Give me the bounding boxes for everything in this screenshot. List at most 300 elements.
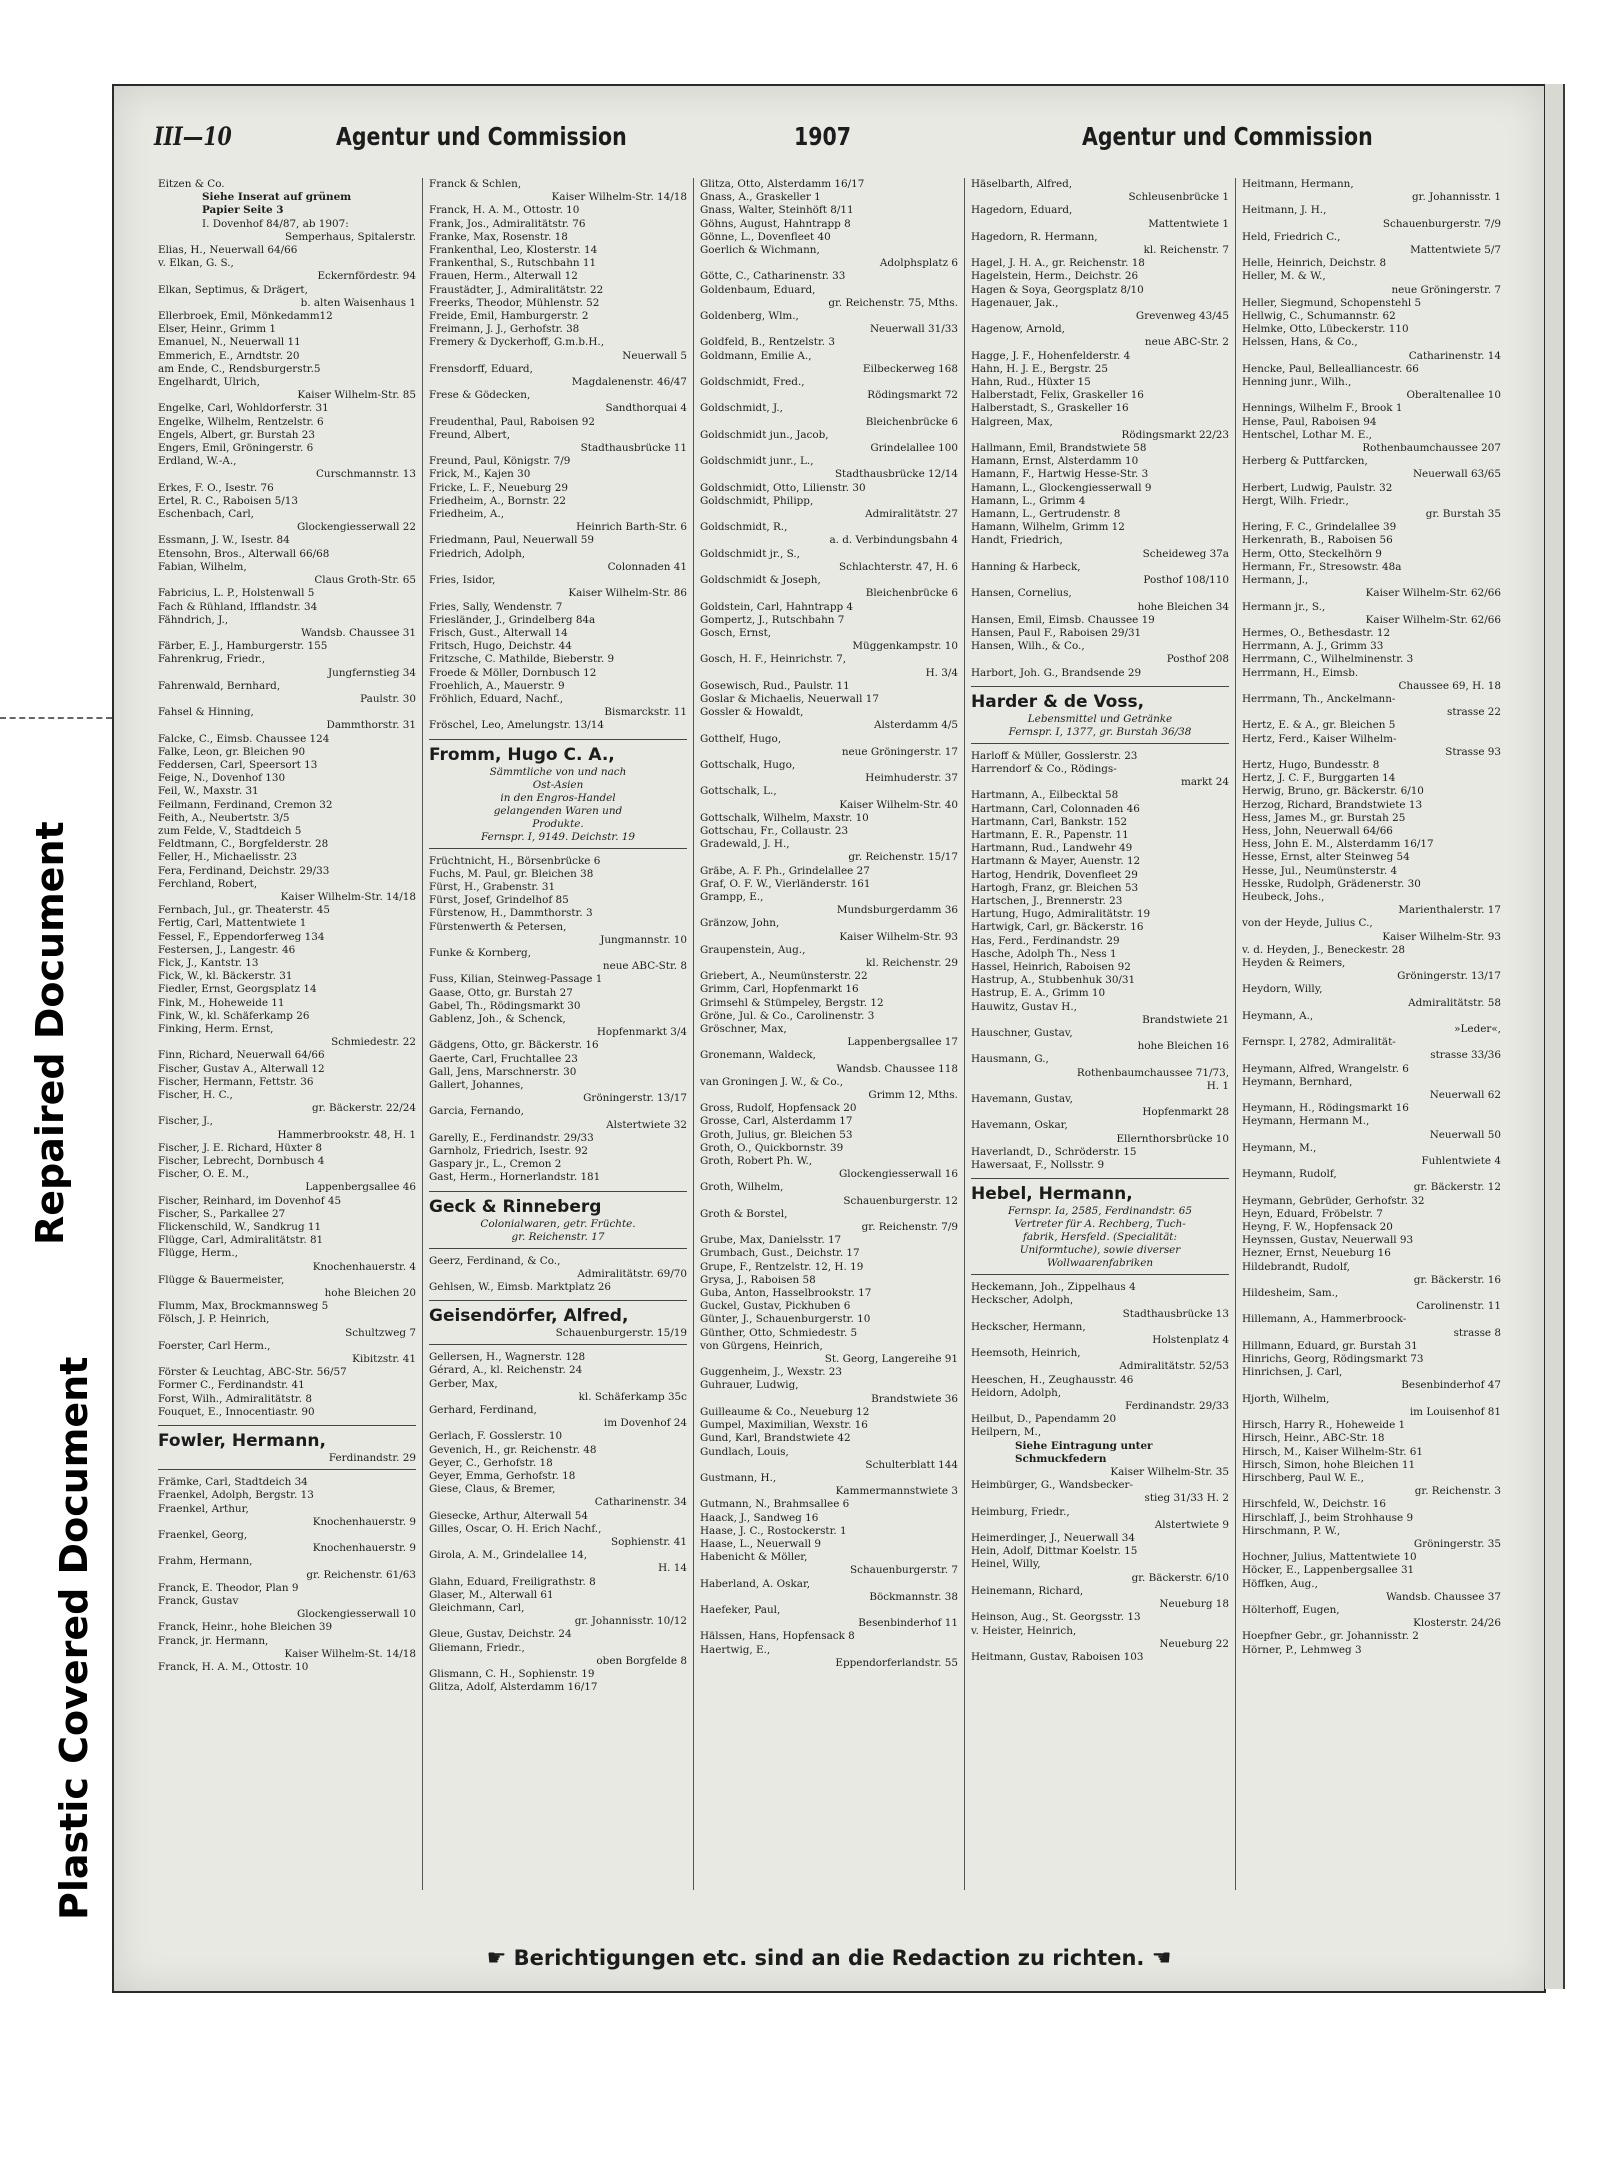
directory-entry: Frisch, Gust., Alterwall 14: [429, 626, 568, 639]
directory-entry: Heymann, Hermann M.,: [1242, 1115, 1370, 1128]
directory-entry: Mundsburgerdamm 36: [836, 904, 958, 917]
directory-entry: Halgreen, Max,: [971, 415, 1053, 428]
directory-entry: Haase, J. C., Rostockerstr. 1: [700, 1524, 847, 1537]
directory-entry: Grysa, J., Raboisen 58: [700, 1273, 816, 1286]
directory-entry: Emmerich, E., Arndtstr. 20: [158, 349, 300, 362]
directory-entry: Falcke, C., Eimsb. Chaussee 124: [158, 732, 330, 745]
directory-entry: Franck, Gustav: [158, 1594, 239, 1607]
directory-entry: Gradewald, J. H.,: [700, 838, 790, 851]
directory-entry: Herrmann, A. J., Grimm 33: [1242, 640, 1384, 653]
directory-entry: Fabricius, L. P., Holstenwall 5: [158, 587, 315, 600]
directory-entry: Emanuel, N., Neuerwall 11: [158, 336, 301, 349]
directory-entry: v. d. Heyden, J., Beneckestr. 28: [1242, 943, 1405, 956]
directory-entry: Hillmann, Eduard, gr. Burstah 31: [1242, 1339, 1418, 1352]
directory-entry: stieg 31/33 H. 2: [1144, 1492, 1229, 1505]
directory-entry: Oberaltenallee 10: [1406, 389, 1501, 402]
directory-entry: Hauschner, Gustav,: [971, 1026, 1073, 1039]
page-edge: [1545, 84, 1565, 1989]
directory-entry: Heymann, H., Rödingsmarkt 16: [1242, 1102, 1409, 1115]
directory-entry: Gronemann, Waldeck,: [700, 1049, 816, 1062]
directory-entry: Gossler & Howaldt,: [700, 706, 804, 719]
directory-entry: gr. Reichenstr. 75, Mths.: [828, 296, 958, 309]
directory-entry: Helmke, Otto, Lübeckerstr. 110: [1242, 323, 1409, 336]
directory-entry: Grindelallee 100: [870, 442, 958, 455]
directory-entry: Frensdorff, Eduard,: [429, 362, 533, 375]
directory-entry: Goldfeld, B., Rentzelstr. 3: [700, 336, 835, 349]
directory-entry: Frahm, Hermann,: [158, 1555, 253, 1568]
directory-entry: Fischer, H. C.,: [158, 1089, 233, 1102]
directory-entry: Catharinenstr. 34: [594, 1496, 687, 1509]
directory-entry: Schauenburgerstr. 7/9: [1382, 217, 1501, 230]
directory-entry: Freund, Albert,: [429, 428, 511, 441]
directory-entry: Paulstr. 30: [360, 692, 416, 705]
directory-entry: Harrendorf & Co., Rödings-: [971, 762, 1117, 775]
directory-entry: Heubeck, Johs.,: [1242, 890, 1325, 903]
directory-entry: Goldschmidt jr., S.,: [700, 547, 800, 560]
directory-entry: Wandsb. Chaussee 37: [1386, 1590, 1501, 1603]
advertisement-box: [971, 1178, 1229, 1275]
directory-entry: Rothenbaumchaussee 207: [1362, 442, 1501, 455]
directory-entry: Froehlich, A., Mauerstr. 9: [429, 679, 565, 692]
directory-entry: Siehe Eintragung unter: [1015, 1439, 1153, 1452]
directory-entry: Fremery & Dyckerhoff, G.m.b.H.,: [429, 336, 605, 349]
directory-entry: Carolinenstr. 11: [1416, 1300, 1501, 1313]
directory-entry: Herwig, Bruno, gr. Bäckerstr. 6/10: [1242, 785, 1424, 798]
directory-entry: Fabian, Wilhelm,: [158, 560, 247, 573]
directory-entry: Hamann, L., Grimm 4: [971, 494, 1086, 507]
directory-entry: Wandsb. Chaussee 118: [836, 1062, 958, 1075]
directory-entry: Rothenbaumchaussee 71/73,: [1076, 1066, 1229, 1079]
directory-entry: Schulterblatt 144: [865, 1458, 958, 1471]
directory-entry: Schauenburgerstr. 7: [850, 1564, 958, 1577]
directory-entry: Fick, W., kl. Bäckerstr. 31: [158, 970, 293, 983]
directory-entry: Günther, Otto, Schmiedestr. 5: [700, 1326, 858, 1339]
directory-entry: Herkenrath, B., Raboisen 56: [1242, 534, 1393, 547]
directory-entry: Fürstenwerth & Petersen,: [429, 920, 567, 933]
directory-entry: Hirsch, Harry R., Hoheweide 1: [1242, 1419, 1406, 1432]
directory-entry: Hirsch, Simon, hohe Bleichen 11: [1242, 1458, 1416, 1471]
directory-entry: Fähndrich, J.,: [158, 613, 229, 626]
directory-entry: Flickenschild, W., Sandkrug 11: [158, 1221, 322, 1234]
directory-entry: Heidorn, Adolph,: [971, 1386, 1062, 1399]
directory-entry: Gallert, Johannes,: [429, 1078, 524, 1091]
directory-entry: Fries, Sally, Wendenstr. 7: [429, 600, 563, 613]
directory-entry: Glaser, M., Alterwall 61: [429, 1588, 554, 1601]
directory-entry: »Leder«,: [1454, 1023, 1501, 1035]
directory-entry: Feller, H., Michaelisstr. 23: [158, 851, 297, 864]
directory-entry: Kaiser Wilhelm-Str. 85: [297, 389, 416, 402]
directory-entry: Heymann, Alfred, Wrangelstr. 6: [1242, 1062, 1409, 1075]
directory-entry: H. 1: [1206, 1079, 1229, 1092]
directory-entry: Semperhaus, Spitalerstr.: [285, 230, 416, 243]
directory-entry: neue ABC-Str. 8: [602, 960, 687, 973]
directory-entry: gr. Bäckerstr. 12: [1413, 1181, 1501, 1194]
header-title-right: Agentur und Commission: [1082, 122, 1373, 151]
directory-entry: a. d. Verbindungsbahn 4: [829, 534, 958, 547]
directory-entry: Gröningerstr. 13/17: [1397, 970, 1501, 983]
advertisement-line: Ost-Asien: [532, 778, 584, 791]
directory-entry: Neuerwall 62: [1429, 1089, 1501, 1102]
directory-entry: Goldenberg, Wlm.,: [700, 310, 799, 323]
footer-text: Berichtigungen etc. sind an die Redaction zu richten.: [513, 1946, 1145, 1970]
directory-entry: Fahrenwald, Bernhard,: [158, 679, 281, 692]
directory-entry: Kaiser Wilhelm-St. 14/18: [284, 1647, 416, 1660]
directory-entry: Guhrauer, Ludwig,: [700, 1379, 799, 1392]
directory-entry: Ferchland, Robert,: [158, 877, 258, 890]
directory-entry: Hansen, Paul F., Raboisen 29/31: [971, 626, 1142, 639]
directory-column: [965, 178, 1236, 1890]
directory-entry: Kaiser Wilhelm-Str. 35: [1110, 1466, 1229, 1479]
directory-entry: Gehlsen, W., Eimsb. Marktplatz 26: [429, 1281, 611, 1294]
directory-entry: Helle, Heinrich, Deichstr. 8: [1242, 257, 1387, 270]
advertisement-title: Harder & de Voss,: [971, 691, 1145, 712]
directory-entry: Schultzweg 7: [345, 1326, 416, 1339]
directory-entry: Hansen, Emil, Eimsb. Chaussee 19: [971, 613, 1155, 626]
directory-entry: Goerlich & Wichmann,: [700, 244, 820, 257]
directory-entry: neue Gröningerstr. 17: [841, 745, 958, 758]
directory-entry: strasse 22: [1446, 706, 1501, 719]
advertisement-title: Fromm, Hugo C. A.,: [429, 744, 615, 765]
directory-entry: Schmiedestr. 22: [331, 1036, 416, 1049]
directory-entry: Heilpern, M.,: [971, 1426, 1042, 1439]
directory-entry: Häselbarth, Alfred,: [971, 178, 1073, 190]
directory-entry: Grimm 12, Mths.: [868, 1089, 958, 1102]
directory-entry: Admiralitätstr. 52/53: [1119, 1360, 1229, 1373]
directory-entry: Knochenhauerstr. 9: [312, 1542, 416, 1555]
directory-entry: Hellwig, C., Schumannstr. 62: [1242, 310, 1396, 323]
directory-entry: Hansen, Wilh., & Co.,: [971, 640, 1085, 653]
directory-entry: Strasse 93: [1445, 745, 1501, 758]
directory-entry: Fries, Isidor,: [429, 574, 496, 587]
directory-entry: von Gürgens, Heinrich,: [700, 1339, 823, 1352]
advertisement-line: Wollwaarenfabriken: [1046, 1257, 1154, 1270]
directory-entry: Heymann, A.,: [1242, 1009, 1314, 1022]
directory-entry: Hälssen, Hans, Hopfensack 8: [700, 1630, 855, 1643]
directory-entry: Goldmann, Emilie A.,: [700, 349, 812, 362]
directory-entry: Hartmann, Carl, Colonnaden 46: [971, 802, 1140, 815]
directory-entry: Fahrenkrug, Friedr.,: [158, 653, 266, 666]
directory-entry: Mattentwiete 5/7: [1410, 244, 1501, 257]
directory-entry: Groth & Borstel,: [700, 1207, 788, 1220]
directory-entry: Lappenbergsallee 17: [847, 1036, 958, 1049]
directory-entry: Neuerwall 31/33: [869, 323, 958, 336]
directory-entry: Heymann, M.,: [1242, 1141, 1317, 1154]
directory-entry: Friedrich, Adolph,: [429, 547, 526, 560]
directory-entry: Kaiser Wilhelm-Str. 40: [839, 798, 958, 811]
directory-entry: Eitzen & Co.: [158, 178, 225, 190]
directory-entry: Franck, H. A. M., Ottostr. 10: [429, 204, 580, 217]
directory-entry: Gross, Rudolf, Hopfensack 20: [700, 1102, 857, 1115]
directory-entry: Heimhuderstr. 37: [865, 772, 958, 785]
directory-entry: Neuerwall 5: [622, 349, 687, 362]
directory-entry: Gleue, Gustav, Deichstr. 24: [429, 1628, 572, 1641]
directory-entry: Hartmann & Mayer, Auenstr. 12: [971, 855, 1141, 868]
advertisement-line: Produkte.: [532, 817, 584, 830]
directory-column: [694, 178, 965, 1890]
directory-entry: Hamann, Ernst, Alsterdamm 10: [971, 455, 1139, 468]
directory-entry: Hopfenmarkt 3/4: [596, 1026, 687, 1039]
directory-entry: Hirschberg, Paul W. E.,: [1242, 1471, 1364, 1484]
page-header: [154, 122, 1514, 160]
directory-entry: Hartung, Hugo, Admiralitätstr. 19: [971, 908, 1151, 921]
directory-entry: Gröningerstr. 13/17: [583, 1092, 687, 1105]
directory-entry: Färber, E. J., Hamburgerstr. 155: [158, 640, 328, 653]
directory-entry: Friedheim, A.,: [429, 508, 505, 521]
directory-entry: Gellersen, H., Wagnerstr. 128: [429, 1351, 586, 1364]
directory-entry: Engers, Emil, Gröningerstr. 6: [158, 442, 314, 455]
directory-entry: Heemsoth, Heinrich,: [971, 1347, 1081, 1360]
advertisement-line: Vertreter für A. Rechberg, Tuch-: [1014, 1218, 1186, 1231]
directory-entry: Funke & Kornberg,: [429, 946, 532, 959]
directory-entry: Feige, N., Dovenhof 130: [158, 772, 286, 785]
directory-entry: Fröhlich, Eduard, Nachf.,: [429, 692, 564, 705]
directory-entry: hohe Bleichen 16: [1137, 1040, 1229, 1053]
directory-entry: Garnholz, Friedrich, Isestr. 92: [429, 1145, 588, 1157]
directory-entry: Hochner, Julius, Mattentwiete 10: [1242, 1551, 1417, 1564]
directory-entry: Goldschmidt junr., L.,: [700, 455, 814, 468]
directory-entry: Groth, Julius, gr. Bleichen 53: [700, 1128, 853, 1141]
directory-entry: Heimbürger, G., Wandsbecker-: [971, 1479, 1133, 1492]
directory-entry: Gerhard, Ferdinand,: [429, 1404, 537, 1417]
directory-entry: Rödingsmarkt 72: [867, 389, 958, 402]
directory-entry: Grosse, Carl, Alsterdamm 17: [700, 1115, 853, 1128]
directory-entry: hohe Bleichen 34: [1137, 600, 1229, 613]
pointing-hand-icon: ☚: [1151, 1946, 1172, 1971]
directory-entry: Elkan, Septimus, & Drägert,: [158, 283, 308, 296]
directory-entry: Gutmann, N., Brahmsallee 6: [700, 1498, 850, 1511]
directory-entry: Girola, A. M., Grindelallee 14,: [429, 1549, 588, 1562]
directory-entry: Flügge, Herm.,: [158, 1247, 238, 1260]
directory-entry: Hirsch, Heinr., ABC-Str. 18: [1242, 1432, 1385, 1445]
directory-entry: Hagedorn, Eduard,: [971, 204, 1073, 217]
directory-entry: Posthof 208: [1166, 653, 1229, 666]
directory-entry: Ellerbroek, Emil, Mönkedamm12: [158, 310, 333, 323]
directory-entry: Geyer, C., Gerhofstr. 18: [429, 1456, 553, 1469]
directory-entry: Scheideweg 37a: [1142, 547, 1229, 560]
dashed-divider: [0, 717, 112, 719]
directory-entry: Bleichenbrücke 6: [865, 587, 958, 600]
directory-entry: Engelhardt, Ulrich,: [158, 376, 260, 389]
directory-entry: Hesske, Rudolph, Grädenerstr. 30: [1242, 877, 1421, 890]
directory-entry: Rödingsmarkt 22/23: [1121, 428, 1229, 441]
directory-entry: Groth, O., Quickbornstr. 39: [700, 1141, 844, 1154]
directory-entry: Gönne, L., Dovenfleet 40: [700, 230, 831, 243]
directory-entry: Goldstein, Carl, Hahntrapp 4: [700, 600, 854, 613]
directory-entry: Gottschalk, Wilhelm, Maxstr. 10: [700, 811, 869, 824]
directory-entry: Hartmann, E. R., Papenstr. 11: [971, 828, 1129, 841]
directory-entry: Herm, Otto, Steckelhörn 9: [1242, 547, 1382, 560]
directory-entry: Kaiser Wilhelm-Str. 62/66: [1365, 613, 1501, 626]
directory-entry: Flügge, Carl, Admiralitätstr. 81: [158, 1234, 324, 1247]
directory-entry: Hallmann, Emil, Brandstwiete 58: [971, 442, 1147, 455]
directory-entry: Fuchs, M. Paul, gr. Bleichen 38: [429, 867, 594, 880]
directory-entry: Franck, H. A. M., Ottostr. 10: [158, 1660, 309, 1673]
directory-entry: Gaase, Otto, gr. Burstah 27: [429, 986, 573, 999]
directory-entry: Heymann, Gebrüder, Gerhofstr. 32: [1242, 1194, 1425, 1207]
directory-column: [1236, 178, 1507, 1890]
directory-entry: Haase, L., Neuerwall 9: [700, 1537, 822, 1550]
directory-entry: Wandsb. Chaussee 31: [301, 626, 416, 639]
directory-entry: Hinrichsen, J. Carl,: [1242, 1366, 1343, 1379]
directory-entry: im Dovenhof 24: [603, 1417, 687, 1430]
directory-entry: Hölterhoff, Eugen,: [1242, 1603, 1340, 1616]
directory-entry: Dammthorstr. 31: [326, 719, 416, 732]
directory-entry: Hagenauer, Jak.,: [971, 296, 1059, 309]
directory-entry: Gränzow, John,: [700, 917, 780, 930]
directory-entry: gr. Bäckerstr. 16: [1413, 1273, 1501, 1286]
directory-entry: Glockengiesserwall 16: [838, 1168, 958, 1181]
directory-entry: Hagen & Soya, Georgsplatz 8/10: [971, 283, 1144, 296]
directory-entry: Gaerte, Carl, Fruchtallee 23: [429, 1052, 578, 1065]
directory-entry: Gosch, H. F., Heinrichstr. 7,: [700, 653, 847, 666]
directory-entry: Hennings, Wilhelm F., Brook 1: [1242, 402, 1403, 415]
directory-entry: Gabel, Th., Rödingsmarkt 30: [429, 999, 581, 1012]
directory-entry: Besenbinderhof 47: [1401, 1379, 1501, 1392]
directory-entry: Hassel, Heinrich, Raboisen 92: [971, 960, 1131, 973]
directory-entry: Kaiser Wilhelm-Str. 62/66: [1365, 587, 1501, 600]
directory-entry: Heyng, F. W., Hopfensack 20: [1242, 1221, 1393, 1234]
directory-entry: Müggenkampstr. 10: [852, 640, 958, 653]
document-page: [112, 84, 1546, 1993]
directory-entry: Hezner, Ernst, Neueburg 16: [1242, 1247, 1391, 1260]
directory-entry: Goldschmidt, Fred.,: [700, 376, 805, 389]
directory-entry: Posthof 108/110: [1143, 574, 1229, 587]
directory-entry: Hamann, L., Glockengiesserwall 9: [971, 481, 1152, 494]
directory-entry: Hartwigk, Carl, gr. Bäckerstr. 16: [971, 921, 1144, 934]
directory-entry: Helssen, Hans, & Co.,: [1242, 336, 1358, 349]
directory-entry: Halberstadt, Felix, Graskeller 16: [971, 389, 1144, 402]
directory-entry: Hesse, Ernst, alter Steinweg 54: [1242, 851, 1410, 864]
directory-entry: Haverlandt, D., Schröderstr. 15: [971, 1145, 1137, 1158]
directory-entry: Fischer, S., Parkallee 27: [158, 1207, 286, 1220]
directory-entry: Finn, Richard, Neuerwall 64/66: [158, 1049, 325, 1062]
advertisement-line: Schauenburgerstr. 15/19: [555, 1327, 687, 1340]
directory-entry: Brandstwiete 21: [1142, 1013, 1229, 1026]
directory-entry: gr. Reichenstr. 7/9: [861, 1221, 958, 1234]
advertisement-line: fabrik, Hersfeld. (Specialität:: [1023, 1231, 1177, 1244]
directory-entry: Goslar & Michaelis, Neuerwall 17: [700, 692, 879, 705]
directory-entry: Grimsehl & Stümpeley, Bergstr. 12: [700, 996, 884, 1009]
directory-entry: Kaiser Wilhelm-Str. 93: [1382, 930, 1501, 943]
directory-entry: Eppendorferlandstr. 55: [835, 1656, 958, 1669]
directory-entry: Falke, Leon, gr. Bleichen 90: [158, 745, 306, 758]
directory-entry: Geyer, Emma, Gerhofstr. 18: [429, 1470, 576, 1483]
directory-entry: Hoepfner Gebr., gr. Johannisstr. 2: [1242, 1630, 1419, 1643]
directory-entry: Hildesheim, Sam.,: [1242, 1287, 1339, 1300]
directory-entry: Fischer, Hermann, Fettstr. 36: [158, 1075, 314, 1088]
directory-entry: Frese & Gödecken,: [429, 389, 531, 402]
directory-entry: Held, Friedrich C.,: [1242, 230, 1341, 243]
advertisement-line: Fernspr. I, 9149. Deichstr. 19: [480, 830, 636, 843]
directory-entry: Fiedler, Ernst, Georgsplatz 14: [158, 983, 317, 996]
directory-entry: Franck, Heinr., hohe Bleichen 39: [158, 1621, 333, 1634]
directory-entry: Främke, Carl, Stadtdeich 34: [158, 1476, 308, 1489]
directory-entry: Frauen, Herm., Alterwall 12: [429, 270, 578, 283]
directory-columns: [152, 178, 1508, 1890]
directory-entry: Elias, H., Neuerwall 64/66: [158, 244, 298, 257]
directory-entry: Heydorn, Willy,: [1242, 983, 1323, 996]
directory-entry: Hansen, Cornelius,: [971, 587, 1072, 600]
directory-entry: Groth, Wilhelm,: [700, 1181, 784, 1194]
directory-entry: Schlachterstr. 47, H. 6: [839, 560, 958, 573]
directory-entry: Hirschmann, P. W.,: [1242, 1524, 1341, 1537]
directory-entry: Jungmannstr. 10: [600, 933, 687, 946]
directory-entry: Gerber, Max,: [429, 1377, 498, 1390]
directory-entry: Hinrichs, Georg, Rödingsmarkt 73: [1242, 1353, 1424, 1366]
directory-entry: Herrmann, C., Wilhelminenstr. 3: [1242, 653, 1414, 666]
directory-entry: Hamann, L., Gertrudenstr. 8: [971, 508, 1121, 521]
directory-entry: Habenicht & Möller,: [700, 1551, 808, 1564]
directory-entry: Schmuckfedern: [1015, 1452, 1107, 1465]
directory-entry: Etensohn, Bros., Alterwall 66/68: [158, 547, 330, 560]
directory-entry: Essmann, J. W., Isestr. 84: [158, 534, 290, 547]
directory-entry: Fouquet, E., Innocentiastr. 90: [158, 1405, 315, 1418]
directory-entry: Heimerdinger, J., Neuerwall 34: [971, 1532, 1135, 1545]
directory-entry: Fink, M., Hoheweide 11: [158, 996, 285, 1009]
directory-entry: Gérard, A., kl. Reichenstr. 24: [429, 1364, 583, 1377]
directory-entry: v. Heister, Heinrich,: [971, 1624, 1077, 1637]
directory-entry: Goldschmidt jun., Jacob,: [700, 428, 829, 441]
directory-entry: Heckscher, Hermann,: [971, 1320, 1086, 1333]
advertisement-box: [429, 739, 687, 849]
directory-entry: Heymann, Bernhard,: [1242, 1075, 1353, 1088]
directory-entry: Hamann, F., Hartwig Hesse-Str. 3: [971, 468, 1149, 481]
directory-entry: Grevenweg 43/45: [1135, 310, 1229, 323]
directory-entry: Hess, James M., gr. Burstah 25: [1242, 811, 1406, 824]
directory-entry: Eilbeckerweg 168: [862, 362, 958, 375]
directory-entry: Hartmann, A., Eilbecktal 58: [971, 789, 1119, 802]
directory-entry: Goldschmidt, Otto, Lilienstr. 30: [700, 481, 866, 494]
directory-entry: Hartmann, Rud., Landwehr 49: [971, 842, 1133, 855]
directory-entry: Hausmann, G.,: [971, 1053, 1049, 1066]
directory-entry: Engelke, Wilhelm, Rentzelstr. 6: [158, 415, 324, 428]
directory-entry: Sandthorquai 4: [605, 402, 687, 415]
directory-entry: Hermes, O., Bethesdastr. 12: [1242, 626, 1391, 639]
directory-entry: Heyden & Reimers,: [1242, 956, 1346, 969]
directory-entry: Harloff & Müller, Gosslerstr. 23: [971, 749, 1138, 762]
directory-entry: Herrmann, Th., Anckelmann-: [1242, 692, 1396, 705]
directory-entry: Gröne, Jul. & Co., Carolinenstr. 3: [700, 1009, 875, 1022]
directory-entry: Fischer, Gustav A., Alterwall 12: [158, 1062, 325, 1075]
directory-entry: Neuerwall 63/65: [1412, 468, 1501, 481]
directory-entry: Frank, Jos., Admiralitätstr. 76: [429, 217, 586, 230]
pointing-hand-icon: ☛: [486, 1946, 507, 1971]
directory-entry: Freide, Emil, Hamburgerstr. 2: [429, 310, 589, 323]
directory-entry: Gosewisch, Rud., Paulstr. 11: [700, 679, 850, 692]
directory-entry: Harbort, Joh. G., Brandsende 29: [971, 666, 1142, 679]
directory-entry: gr. Bäckerstr. 22/24: [311, 1102, 416, 1115]
directory-entry: Giese, Claus, & Bremer,: [429, 1483, 556, 1496]
directory-column: [152, 178, 423, 1890]
directory-entry: oben Borgfelde 8: [596, 1654, 687, 1667]
directory-entry: Feilmann, Ferdinand, Cremon 32: [158, 798, 333, 811]
directory-entry: Goldschmidt & Joseph,: [700, 574, 821, 587]
directory-entry: Hartog, Hendrik, Dovenfleet 29: [971, 868, 1138, 881]
directory-entry: Heinel, Willy,: [971, 1558, 1041, 1571]
advertisement-line: Fernspr. Ia, 2585, Ferdinandstr. 65: [1008, 1205, 1192, 1218]
advertisement-line: Fernspr. I, 1377, gr. Burstah 36/38: [1008, 725, 1192, 738]
directory-entry: Kibitzstr. 41: [352, 1353, 416, 1366]
directory-entry: Fritsch, Hugo, Deichstr. 44: [429, 640, 572, 653]
directory-entry: Lappenbergsallee 46: [305, 1181, 416, 1194]
directory-entry: Friedmann, Paul, Neuerwall 59: [429, 534, 594, 547]
directory-entry: Papier Seite 3: [202, 204, 284, 217]
directory-entry: Hillemann, A., Hammerbroock-: [1242, 1313, 1407, 1326]
directory-entry: Förster & Leuchtag, ABC-Str. 56/57: [158, 1366, 347, 1379]
directory-entry: strasse 8: [1453, 1326, 1501, 1339]
directory-entry: Gundlach, Louis,: [700, 1445, 789, 1458]
directory-entry: Fink, W., kl. Schäferkamp 26: [158, 1009, 310, 1022]
